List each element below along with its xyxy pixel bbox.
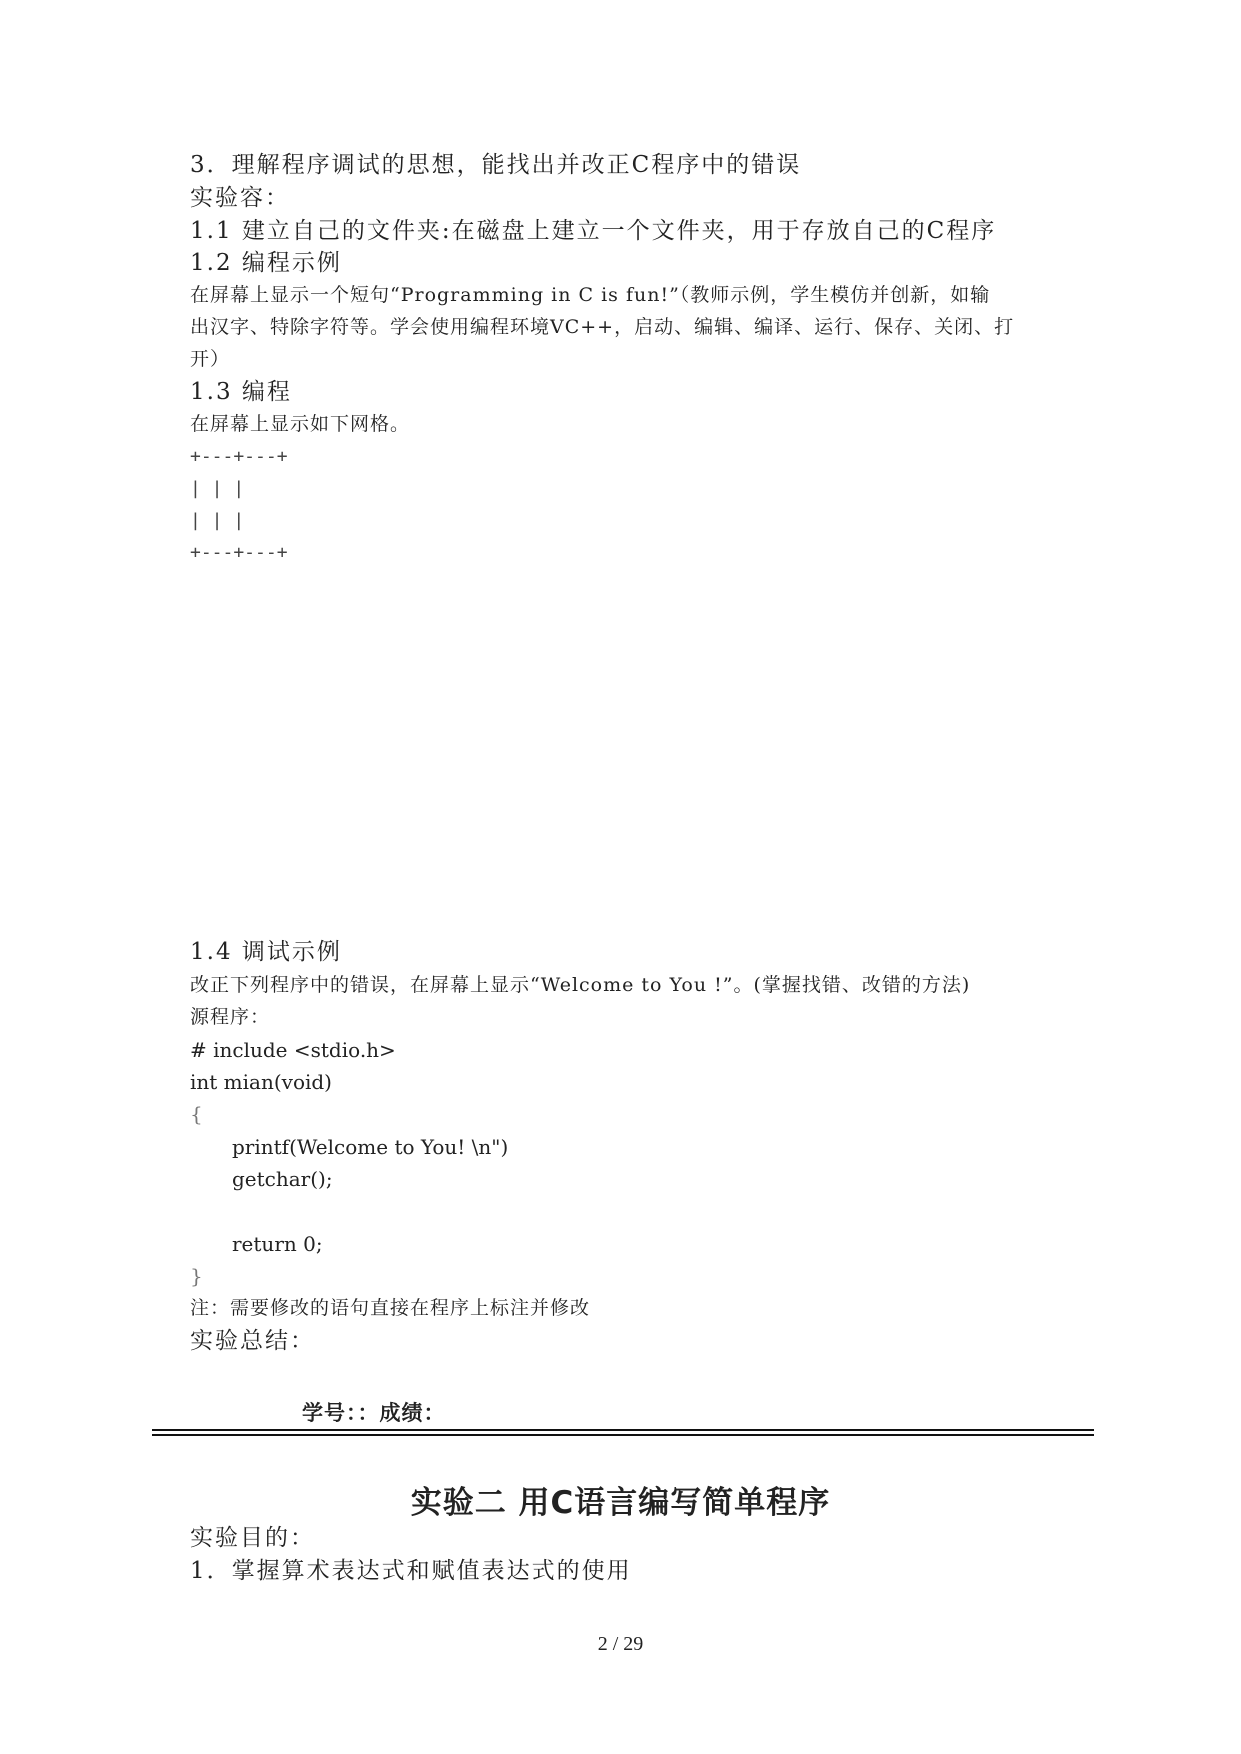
- grid-line-3: | | |: [190, 510, 245, 531]
- section-1-3-text: 在屏幕上显示如下网格。: [190, 413, 411, 435]
- code-line-include: # include <stdio.h>: [190, 1038, 396, 1062]
- section-1-2-text-line2: 出汉字、特除字符等。学会使用编程环境VC++，启动、编辑、编译、运行、保存、关闭、打: [190, 316, 1015, 338]
- experiment-2-title: 实验二 用C语言编写简单程序: [410, 1485, 831, 1521]
- section-1-4-heading: 1.4 调试示例: [190, 939, 342, 965]
- section-1-2-text-line1: 在屏幕上显示一个短句“Programming in C is fun!”（教师示例，学生模仿并创新，如输: [190, 284, 991, 306]
- code-line-return: return 0;: [232, 1232, 323, 1256]
- section-1-3-heading: 1.3 编程: [190, 379, 292, 405]
- grid-line-4: +---+---+: [190, 542, 288, 563]
- section-1-2-heading: 1.2 编程示例: [190, 250, 342, 276]
- content-label: 实验容：: [190, 185, 290, 211]
- note-text: 注：需要修改的语句直接在程序上标注并修改: [190, 1297, 591, 1319]
- divider-rule-bottom: [152, 1434, 1094, 1436]
- page-number: 2 / 29: [597, 1633, 644, 1655]
- student-id-grade-meta: 学号：：成绩：: [302, 1401, 446, 1425]
- code-line-close-brace: }: [190, 1264, 203, 1288]
- section-1-1: 1.1 建立自己的文件夹:在磁盘上建立一个文件夹，用于存放自己的C程序: [190, 218, 997, 244]
- code-line-main: int mian(void): [190, 1070, 332, 1094]
- grid-line-1: +---+---+: [190, 446, 288, 467]
- experiment-2-goal-1: 1．掌握算术表达式和赋值表达式的使用: [190, 1558, 632, 1584]
- experiment-2-goal-label: 实验目的：: [190, 1525, 315, 1551]
- grid-line-2: | | |: [190, 478, 245, 499]
- divider-rule-top: [152, 1429, 1094, 1431]
- code-line-getchar: getchar();: [232, 1167, 333, 1191]
- code-line-open-brace: {: [190, 1102, 203, 1126]
- summary-label: 实验总结：: [190, 1328, 315, 1354]
- source-label: 源程序：: [190, 1006, 271, 1028]
- section-1-4-text: 改正下列程序中的错误，在屏幕上显示“Welcome to You !”。(掌握找错、改错的方法): [190, 974, 971, 996]
- code-line-printf: printf(Welcome to You! \n"): [232, 1135, 509, 1159]
- section-1-2-text-line3: 开）: [190, 348, 231, 370]
- goal-3-text: 3．理解程序调试的思想，能找出并改正C程序中的错误: [190, 152, 802, 178]
